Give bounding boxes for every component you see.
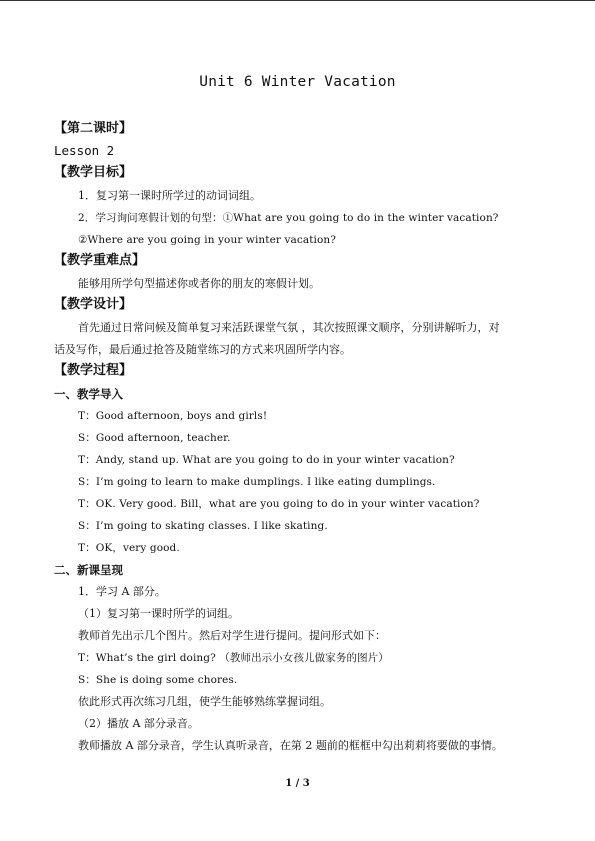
step-text: 教师首先出示几个图片。然后对学生进行提问。提问形式如下： bbox=[78, 629, 386, 642]
objective-item-1: 1．复习第一课时所学过的动词词组。 bbox=[78, 189, 261, 202]
dialogue-line: T：OK. Very good. Bill，what are you going to do in your winter vacation? bbox=[78, 498, 480, 510]
step-item-1: 1．学习 A 部分。 bbox=[78, 585, 166, 598]
page-number: 1 / 3 bbox=[285, 778, 310, 789]
step-substep-1: （1）复习第一课时所学的词组。 bbox=[78, 607, 239, 620]
section-heading-objectives: 【教学目标】 bbox=[54, 165, 133, 180]
design-text-line-1: 首先通过日常问候及简单复习来活跃课堂气氛 ，其次按照课文顺序，分别讲解听力，对 bbox=[78, 321, 500, 334]
section-heading-design: 【教学设计】 bbox=[54, 297, 133, 312]
step-text: 依此形式再次练习几组，使学生能够熟练掌握词组。 bbox=[78, 695, 331, 708]
section-heading-key-points: 【教学重难点】 bbox=[54, 253, 146, 268]
dialogue-line: T：Good afternoon, boys and girls! bbox=[78, 410, 268, 422]
dialogue-line: S：She is doing some chores. bbox=[78, 674, 238, 686]
subsection-heading-new-lesson: 二、新课呈现 bbox=[54, 563, 123, 577]
dialogue-line: S：Good afternoon, teacher. bbox=[78, 432, 231, 444]
objective-item-2-continued: ②Where are you going in your winter vacation? bbox=[78, 234, 337, 246]
dialogue-line: T：OK，very good. bbox=[78, 542, 180, 554]
dialogue-line: S：I’m going to learn to make dumplings. I like eating dumplings. bbox=[78, 476, 436, 488]
section-heading-lesson-period: 【第二课时】 bbox=[54, 121, 133, 136]
design-text-line-2: 话及写作，最后通过抢答及随堂练习的方式来巩固所学内容。 bbox=[54, 343, 351, 356]
dialogue-line: T：What’s the girl doing? （教师出示小女孩儿做家务的图片） bbox=[78, 652, 389, 664]
page-title: Unit 6 Winter Vacation bbox=[199, 74, 396, 90]
key-points-text: 能够用所学句型描述你或者你的朋友的寒假计划。 bbox=[78, 277, 320, 290]
lesson-label: Lesson 2 bbox=[54, 143, 115, 158]
subsection-heading-intro: 一、教学导入 bbox=[54, 387, 123, 401]
top-border-line bbox=[0, 0, 595, 1]
objective-item-2: 2．学习询问寒假计划的句型：①What are you going to do in the winter vacation? bbox=[78, 212, 499, 224]
dialogue-line: T：Andy, stand up. What are you going to do in your winter vacation? bbox=[78, 454, 455, 466]
section-heading-process: 【教学过程】 bbox=[54, 363, 133, 378]
step-text: 教师播放 A 部分录音，学生认真听录音，在第 2 题前的框框中勾出莉莉将要做的事情。 bbox=[78, 739, 503, 752]
step-substep-2: （2）播放 A 部分录音。 bbox=[78, 717, 199, 730]
dialogue-line: S：I’m going to skating classes. I like skating. bbox=[78, 520, 328, 532]
